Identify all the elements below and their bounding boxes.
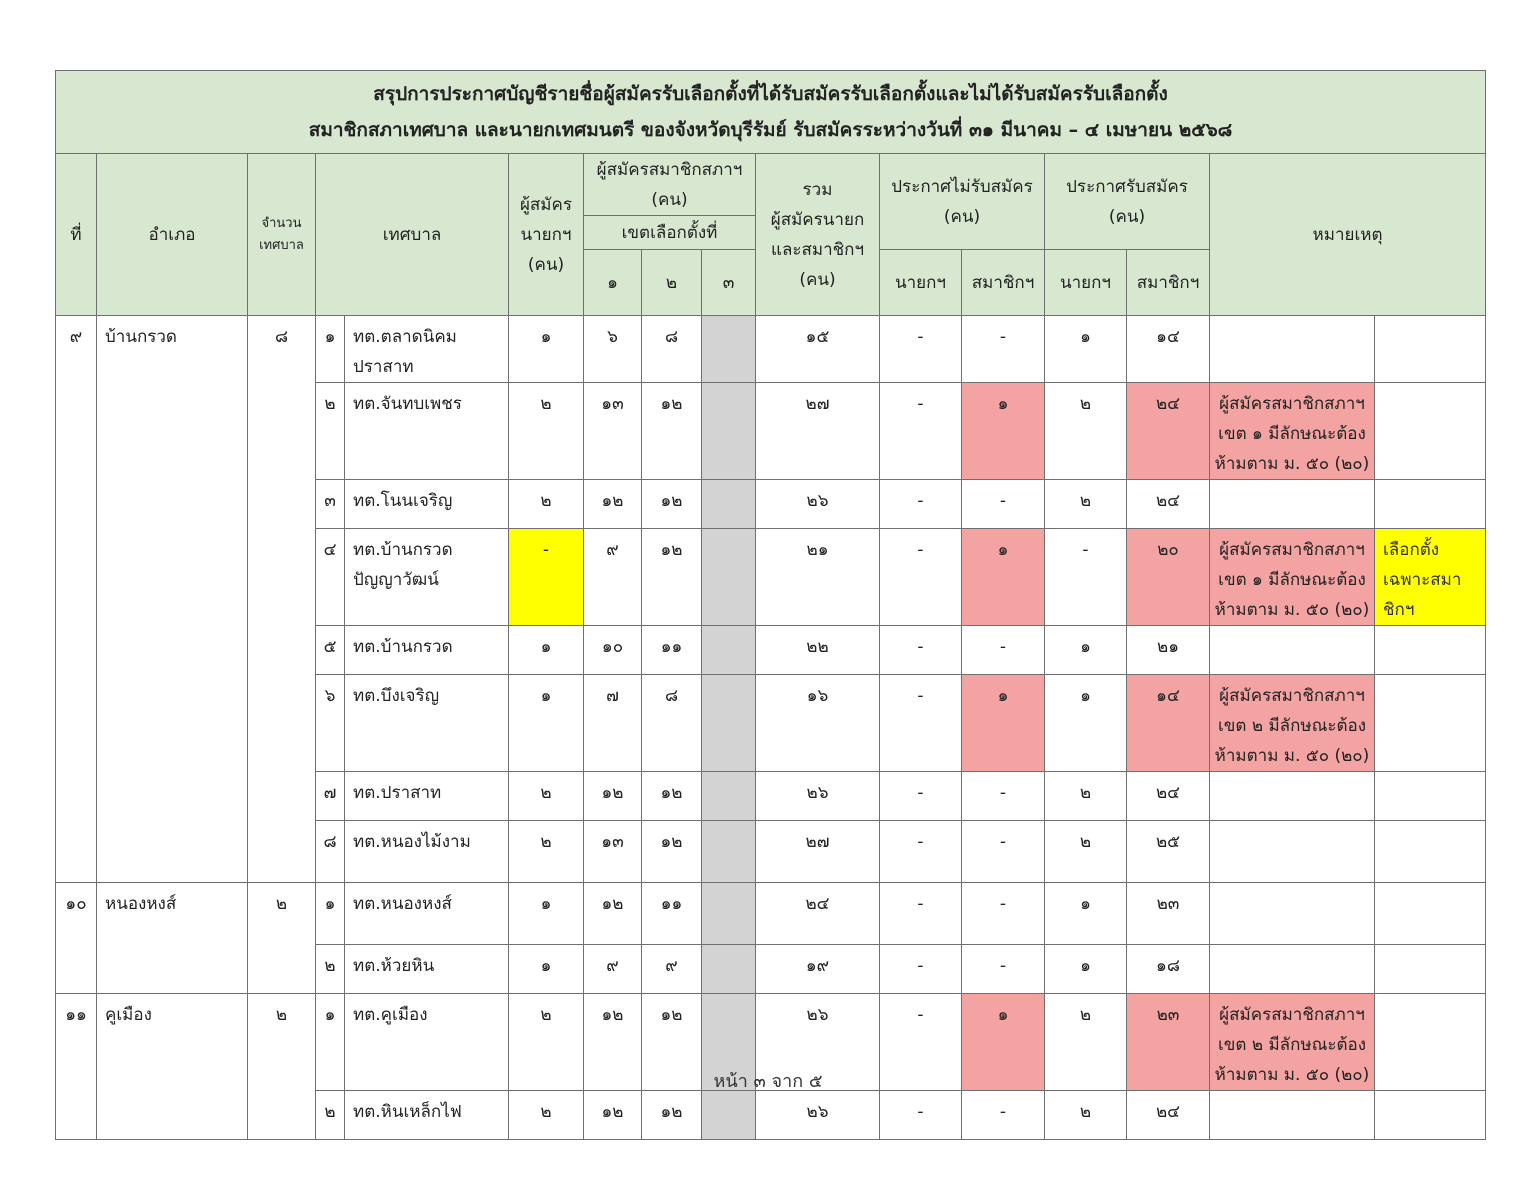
accepted-member: ๒๓	[1127, 883, 1210, 945]
zone-1-candidates: ๑๒	[584, 1091, 642, 1140]
total-candidates: ๒๔	[756, 883, 880, 945]
zone-2-candidates: ๙	[642, 945, 702, 994]
zone-1-candidates: ๑๒	[584, 883, 642, 945]
total-candidates: ๒๗	[756, 821, 880, 883]
zone-1-candidates: ๙	[584, 529, 642, 626]
accepted-member: ๒๔	[1127, 480, 1210, 529]
rejected-member: ๑	[962, 994, 1045, 1091]
accepted-member: ๒๑	[1127, 626, 1210, 675]
rejected-mayor: -	[880, 772, 962, 821]
zone-3-candidates	[702, 883, 756, 945]
accepted-member: ๑๘	[1127, 945, 1210, 994]
mayor-candidates: ๑	[509, 883, 584, 945]
total-candidates: ๒๖	[756, 994, 880, 1091]
remark-note	[1210, 480, 1375, 529]
municipality-name	[345, 945, 509, 994]
district-name: คูเมือง	[97, 994, 248, 1140]
zone-1-candidates: ๑๐	[584, 626, 642, 675]
header-accepted-member: สมาชิกฯ	[1127, 250, 1210, 316]
municipality-count: ๘	[248, 316, 316, 883]
rejected-mayor: -	[880, 945, 962, 994]
header-no: ที่	[56, 154, 97, 316]
total-candidates: ๒๖	[756, 1091, 880, 1140]
header-rejected-member: สมาชิกฯ	[962, 250, 1045, 316]
total-candidates: ๒๖	[756, 480, 880, 529]
municipality-index: ๒	[316, 945, 345, 994]
table-row	[56, 883, 1486, 945]
remark-note	[1210, 772, 1375, 821]
rejected-member: ๑	[962, 383, 1045, 480]
municipality-count: ๒	[248, 994, 316, 1140]
municipality-index: ๑	[316, 883, 345, 945]
remark-extra	[1375, 1091, 1486, 1140]
mayor-candidates: ๑	[509, 626, 584, 675]
rejected-member: -	[962, 883, 1045, 945]
mayor-candidates: ๑	[509, 675, 584, 772]
municipality-index: ๓	[316, 480, 345, 529]
municipality-index: ๖	[316, 675, 345, 772]
total-candidates: ๑๙	[756, 945, 880, 994]
remark-note: ผู้สมัครสมาชิกสภาฯ เขต ๒ มีลักษณะต้องห้ามตาม ม. ๕๐ (๒๐)	[1210, 675, 1375, 772]
total-candidates: ๑๕	[756, 316, 880, 383]
zone-1-candidates: ๗	[584, 675, 642, 772]
page-footer: หน้า ๓ จาก ๕	[713, 1071, 823, 1092]
zone-3-candidates	[702, 626, 756, 675]
accepted-mayor: ๒	[1045, 480, 1127, 529]
zone-2-candidates: ๘	[642, 675, 702, 772]
mayor-candidates: -	[509, 529, 584, 626]
rejected-member: -	[962, 316, 1045, 383]
remark-note	[1210, 1091, 1375, 1140]
zone-2-candidates: ๑๑	[642, 883, 702, 945]
remark-extra	[1375, 626, 1486, 675]
municipality-index: ๕	[316, 626, 345, 675]
header-zone: เขตเลือกตั้งที่	[584, 216, 756, 250]
accepted-mayor: ๒	[1045, 383, 1127, 480]
rejected-member: -	[962, 1091, 1045, 1140]
zone-1-candidates: ๑๓	[584, 821, 642, 883]
zone-2-candidates: ๑๒	[642, 821, 702, 883]
accepted-member: ๒๐	[1127, 529, 1210, 626]
accepted-mayor: ๑	[1045, 883, 1127, 945]
zone-3-candidates	[702, 480, 756, 529]
remark-note: ผู้สมัครสมาชิกสภาฯ เขต ๑ มีลักษณะต้องห้ามตาม ม. ๕๐ (๒๐)	[1210, 383, 1375, 480]
mayor-candidates: ๑	[509, 945, 584, 994]
table-body	[56, 316, 1486, 1140]
title-line-2: สมาชิกสภาเทศบาล และนายกเทศมนตรี ของจังหวัดบุรีรัมย์ รับสมัครระหว่างวันที่ ๓๑ มีนาคม – ๔ เมษายน ๒๕๖๘	[308, 119, 1233, 141]
municipality-index: ๗	[316, 772, 345, 821]
accepted-mayor: ๒	[1045, 821, 1127, 883]
remark-extra	[1375, 945, 1486, 994]
municipality-name	[345, 1091, 509, 1140]
zone-2-candidates: ๑๒	[642, 994, 702, 1091]
rejected-member: -	[962, 480, 1045, 529]
accepted-member: ๒๓	[1127, 994, 1210, 1091]
zone-3-candidates	[702, 316, 756, 383]
rejected-mayor: -	[880, 529, 962, 626]
accepted-member: ๒๕	[1127, 821, 1210, 883]
municipality-name-line-1: ทต.บ้านกรวด	[353, 637, 453, 657]
municipality-name	[345, 821, 509, 883]
municipality-index: ๒	[316, 1091, 345, 1140]
remark-note	[1210, 945, 1375, 994]
mayor-candidates: ๒	[509, 480, 584, 529]
header-rejected: ประกาศไม่รับสมัคร (คน)	[880, 154, 1045, 250]
municipality-name-line-1: ทต.หินเหล็กไฟ	[353, 1102, 462, 1122]
municipality-name-line-2: ปัญญาวัฒน์	[353, 570, 439, 590]
accepted-mayor: ๒	[1045, 772, 1127, 821]
zone-3-candidates	[702, 821, 756, 883]
total-candidates: ๒๑	[756, 529, 880, 626]
municipality-name	[345, 480, 509, 529]
table-title	[56, 71, 1486, 154]
zone-2-candidates: ๑๒	[642, 772, 702, 821]
municipality-name	[345, 883, 509, 945]
rejected-member: -	[962, 945, 1045, 994]
remark-extra: เลือกตั้งเฉพาะสมาชิกฯ	[1375, 529, 1486, 626]
remark-extra	[1375, 883, 1486, 945]
rejected-member: -	[962, 772, 1045, 821]
district-no: ๑๑	[56, 994, 97, 1140]
zone-2-candidates: ๑๒	[642, 480, 702, 529]
remark-note	[1210, 821, 1375, 883]
municipality-name-line-1: ทต.จันทบเพชร	[353, 394, 462, 414]
accepted-member: ๑๔	[1127, 675, 1210, 772]
accepted-mayor: ๒	[1045, 1091, 1127, 1140]
mayor-candidates: ๒	[509, 1091, 584, 1140]
remark-extra	[1375, 383, 1486, 480]
municipality-name-line-1: ทต.บึงเจริญ	[353, 686, 440, 706]
zone-3-candidates	[702, 383, 756, 480]
rejected-member: ๑	[962, 675, 1045, 772]
zone-3-candidates	[702, 529, 756, 626]
accepted-member: ๑๔	[1127, 316, 1210, 383]
municipality-name	[345, 529, 509, 626]
rejected-mayor: -	[880, 316, 962, 383]
zone-1-candidates: ๑๒	[584, 994, 642, 1091]
rejected-mayor: -	[880, 883, 962, 945]
municipality-name-line-1: ทต.หนองหงส์	[353, 894, 452, 914]
accepted-mayor: ๒	[1045, 994, 1127, 1091]
municipality-name-line-2: ปราสาท	[353, 357, 414, 377]
zone-1-candidates: ๖	[584, 316, 642, 383]
remark-extra	[1375, 480, 1486, 529]
remark-extra	[1375, 772, 1486, 821]
header-accepted-mayor: นายกฯ	[1045, 250, 1127, 316]
zone-3-candidates	[702, 945, 756, 994]
summary-table-container	[55, 70, 1485, 1140]
rejected-member: -	[962, 626, 1045, 675]
header-mayor-candidates: ผู้สมัคร นายกฯ (คน)	[509, 154, 584, 316]
remark-note: ผู้สมัครสมาชิกสภาฯ เขต ๑ มีลักษณะต้องห้ามตาม ม. ๕๐ (๒๐)	[1210, 529, 1375, 626]
municipality-name-line-1: ทต.บ้านกรวด	[353, 540, 453, 560]
remark-note	[1210, 883, 1375, 945]
mayor-candidates: ๒	[509, 821, 584, 883]
zone-2-candidates: ๑๒	[642, 1091, 702, 1140]
mayor-candidates: ๑	[509, 316, 584, 383]
zone-3-candidates	[702, 1091, 756, 1140]
total-candidates: ๑๖	[756, 675, 880, 772]
accepted-mayor: ๑	[1045, 316, 1127, 383]
remark-note: ผู้สมัครสมาชิกสภาฯ เขต ๒ มีลักษณะต้องห้ามตาม ม. ๕๐ (๒๐)	[1210, 994, 1375, 1091]
rejected-member: ๑	[962, 529, 1045, 626]
zone-1-candidates: ๑๒	[584, 772, 642, 821]
remark-extra	[1375, 316, 1486, 383]
zone-1-candidates: ๙	[584, 945, 642, 994]
remark-extra	[1375, 821, 1486, 883]
municipality-name-line-1: ทต.ห้วยหิน	[353, 956, 435, 976]
header-rejected-mayor: นายกฯ	[880, 250, 962, 316]
zone-3-candidates	[702, 772, 756, 821]
municipality-name	[345, 316, 509, 383]
mayor-candidates: ๒	[509, 383, 584, 480]
table-row	[56, 316, 1486, 383]
remark-note	[1210, 626, 1375, 675]
header-accepted: ประกาศรับสมัคร (คน)	[1045, 154, 1210, 250]
municipality-count: ๒	[248, 883, 316, 994]
mayor-candidates: ๒	[509, 994, 584, 1091]
rejected-mayor: -	[880, 675, 962, 772]
total-candidates: ๒๖	[756, 772, 880, 821]
accepted-mayor: ๑	[1045, 945, 1127, 994]
zone-1-candidates: ๑๒	[584, 480, 642, 529]
remark-note	[1210, 316, 1375, 383]
municipality-name	[345, 626, 509, 675]
municipality-name-line-1: ทต.ปราสาท	[353, 783, 442, 803]
municipality-name-line-1: ทต.หนองไม้งาม	[353, 832, 471, 852]
summary-table	[55, 70, 1486, 1140]
header-zone-2: ๒	[642, 250, 702, 316]
header-council-candidates: ผู้สมัครสมาชิกสภาฯ (คน)	[584, 154, 756, 216]
municipality-name-line-1: ทต.ตลาดนิคม	[353, 327, 457, 347]
district-name: บ้านกรวด	[97, 316, 248, 883]
district-no: ๙	[56, 316, 97, 883]
total-candidates: ๒๒	[756, 626, 880, 675]
total-candidates: ๒๗	[756, 383, 880, 480]
zone-2-candidates: ๑๒	[642, 529, 702, 626]
mayor-candidates: ๒	[509, 772, 584, 821]
municipality-index: ๒	[316, 383, 345, 480]
title-line-1: สรุปการประกาศบัญชีรายชื่อผู้สมัครรับเลือกตั้งที่ได้รับสมัครรับเลือกตั้งและไม่ได้รับสมัครรับเลือกตั้ง	[373, 83, 1168, 105]
header-total: รวม ผู้สมัครนายก และสมาชิกฯ (คน)	[756, 154, 880, 316]
zone-2-candidates: ๑๒	[642, 383, 702, 480]
zone-2-candidates: ๑๑	[642, 626, 702, 675]
municipality-name-line-1: ทต.โนนเจริญ	[353, 491, 453, 511]
municipality-index: ๑	[316, 316, 345, 383]
accepted-member: ๒๔	[1127, 383, 1210, 480]
municipality-name	[345, 675, 509, 772]
rejected-mayor: -	[880, 626, 962, 675]
rejected-mayor: -	[880, 821, 962, 883]
rejected-mayor: -	[880, 994, 962, 1091]
rejected-mayor: -	[880, 480, 962, 529]
municipality-index: ๘	[316, 821, 345, 883]
zone-3-candidates	[702, 675, 756, 772]
municipality-index: ๔	[316, 529, 345, 626]
header-count: จำนวน เทศบาล	[248, 154, 316, 316]
municipality-name	[345, 772, 509, 821]
district-no: ๑๐	[56, 883, 97, 994]
header-zone-1: ๑	[584, 250, 642, 316]
zone-2-candidates: ๘	[642, 316, 702, 383]
accepted-mayor: ๑	[1045, 626, 1127, 675]
zone-1-candidates: ๑๓	[584, 383, 642, 480]
accepted-mayor: ๑	[1045, 675, 1127, 772]
accepted-member: ๒๔	[1127, 1091, 1210, 1140]
municipality-name	[345, 383, 509, 480]
rejected-member: -	[962, 821, 1045, 883]
municipality-index: ๑	[316, 994, 345, 1091]
remark-extra	[1375, 675, 1486, 772]
header-remarks: หมายเหตุ	[1210, 154, 1486, 316]
header-district: อำเภอ	[97, 154, 248, 316]
rejected-mayor: -	[880, 383, 962, 480]
municipality-name-line-1: ทต.คูเมือง	[353, 1005, 428, 1025]
header-zone-3: ๓	[702, 250, 756, 316]
accepted-mayor: -	[1045, 529, 1127, 626]
district-name: หนองหงส์	[97, 883, 248, 994]
accepted-member: ๒๔	[1127, 772, 1210, 821]
header-municipality: เทศบาล	[316, 154, 509, 316]
rejected-mayor: -	[880, 1091, 962, 1140]
